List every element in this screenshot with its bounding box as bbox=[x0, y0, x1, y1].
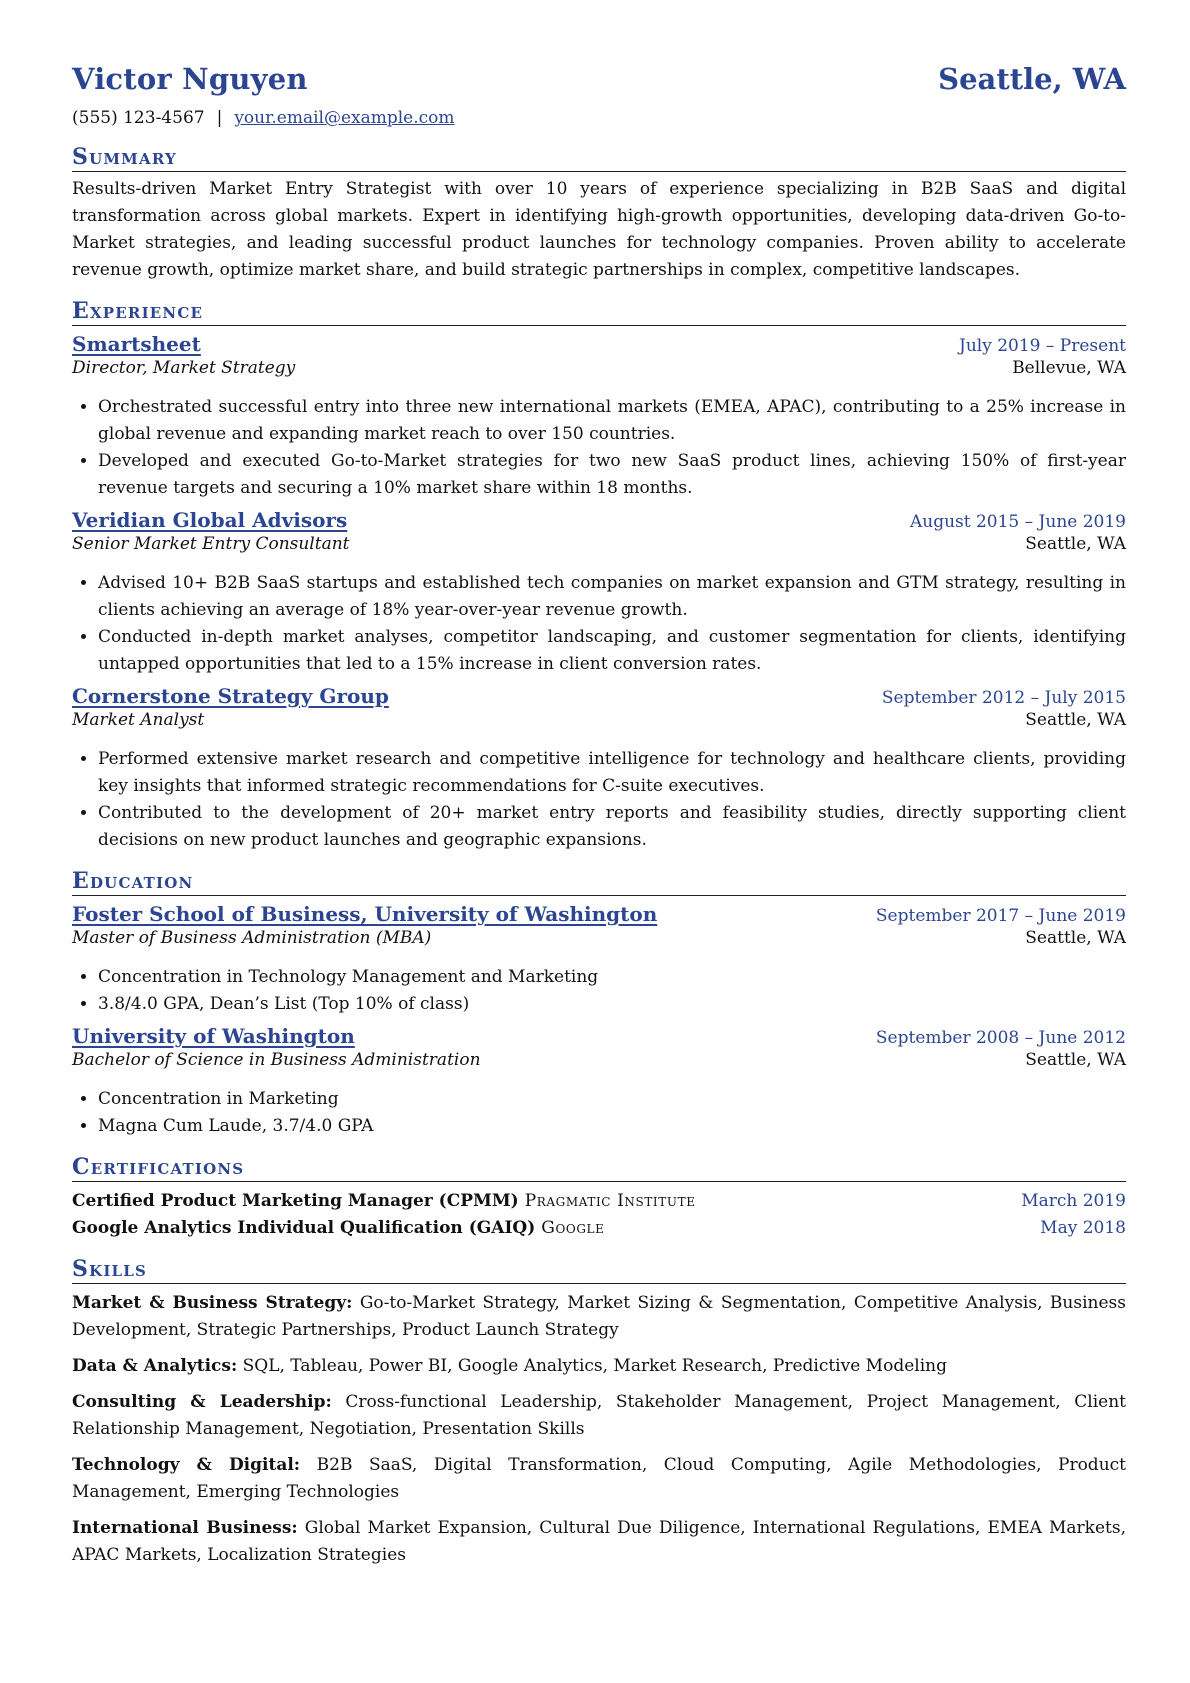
entry-location: Seattle, WA bbox=[1025, 710, 1126, 730]
company-link[interactable]: Veridian Global Advisors bbox=[72, 508, 348, 532]
certification-label bbox=[72, 1188, 696, 1215]
job-title: Market Analyst bbox=[72, 710, 205, 730]
certification-issuer: Google bbox=[541, 1218, 605, 1238]
entry-location: Seattle, WA bbox=[1025, 1050, 1126, 1070]
degree-title: Bachelor of Science in Business Administration bbox=[72, 1050, 481, 1070]
bullet-item: • Contributed to the development of 20+ market entry reports and feasibility studies, directly supporting client decisions on new product launches and geographic expansions. bbox=[98, 800, 1126, 854]
skill-group-label: Technology & Digital: bbox=[72, 1455, 301, 1475]
school-link[interactable]: Foster School of Business, University of Washington bbox=[72, 902, 658, 926]
education-list bbox=[72, 902, 1126, 1140]
summary-text: Results-driven Market Entry Strategist with over 10 years of experience specializing in B2B SaaS and digital transformation across global markets. Expert in identifying high-growth opportunities, developing data-driven Go-to-Market strategies, and leading successful product launches for technology companies. Proven ability to accelerate revenue growth, optimize market share, and build strategic partnerships in complex, competitive landscapes. bbox=[72, 179, 1126, 280]
certification-date: March 2019 bbox=[1021, 1191, 1126, 1211]
entry-header bbox=[72, 1024, 1126, 1048]
bullet-list bbox=[72, 746, 1126, 854]
certification-item bbox=[72, 1215, 1126, 1242]
entry-subheader bbox=[72, 534, 1126, 564]
skill-group bbox=[72, 1515, 1126, 1569]
degree-title: Master of Business Administration (MBA) bbox=[72, 928, 432, 948]
bullet-item: • Magna Cum Laude, 3.7/4.0 GPA bbox=[98, 1113, 1126, 1140]
skill-group-text: Go-to-Market Strategy, Market Sizing & Segmentation, Competitive Analysis, Business Development, Strategic Partnerships, Product Launch Strategy bbox=[72, 1293, 1126, 1340]
certification-name: Google Analytics Individual Qualification (GAIQ) bbox=[72, 1218, 536, 1238]
certification-issuer: Pragmatic Institute bbox=[524, 1191, 696, 1211]
bullet-list bbox=[72, 570, 1126, 678]
skill-group-text: Cross-functional Leadership, Stakeholder Management, Project Management, Client Relationship Management, Negotiation, Presentation Skills bbox=[72, 1392, 1126, 1439]
section-title-experience: Experience bbox=[72, 298, 1126, 326]
entry-header bbox=[72, 684, 1126, 708]
section-title-summary: Summary bbox=[72, 144, 1126, 172]
entry-dates: September 2008 – June 2012 bbox=[875, 1028, 1126, 1048]
skill-group-label: Consulting & Leadership: bbox=[72, 1392, 332, 1412]
company-link[interactable]: Cornerstone Strategy Group bbox=[72, 684, 389, 708]
entry-header bbox=[72, 332, 1126, 356]
skill-group-label: Data & Analytics: bbox=[72, 1356, 238, 1376]
job-title: Director, Market Strategy bbox=[72, 358, 296, 378]
bullet-item: • Developed and executed Go-to-Market strategies for two new SaaS product lines, achieving 150% of first-year revenue targets and securing a 10% market share within 18 months. bbox=[98, 448, 1126, 502]
experience-entry bbox=[72, 684, 1126, 854]
entry-dates: September 2012 – July 2015 bbox=[881, 688, 1126, 708]
education-entry bbox=[72, 1024, 1126, 1140]
bullet-item: • Concentration in Marketing bbox=[98, 1086, 1126, 1113]
skill-group bbox=[72, 1452, 1126, 1506]
bullet-item: • Advised 10+ B2B SaaS startups and established tech companies on market expansion and GTM strategy, resulting in clients achieving an average of 18% year-over-year revenue growth. bbox=[98, 570, 1126, 624]
resume-header bbox=[72, 62, 1126, 104]
section-title-education: Education bbox=[72, 868, 1126, 896]
bullet-item: • Concentration in Technology Management and Marketing bbox=[98, 964, 1126, 991]
candidate-name: Victor Nguyen bbox=[72, 62, 308, 96]
section-title-certifications: Certifications bbox=[72, 1154, 1126, 1182]
section-title-skills: Skills bbox=[72, 1256, 1126, 1284]
entry-header bbox=[72, 508, 1126, 532]
skill-group-text: B2B SaaS, Digital Transformation, Cloud Computing, Agile Methodologies, Product Management, Emerging Technologies bbox=[72, 1455, 1126, 1502]
experience-entry bbox=[72, 332, 1126, 502]
certification-label bbox=[72, 1215, 604, 1242]
skills-list bbox=[72, 1290, 1126, 1569]
education-entry bbox=[72, 902, 1126, 1018]
bullet-item: • 3.8/4.0 GPA, Dean’s List (Top 10% of class) bbox=[98, 991, 1126, 1018]
skill-group bbox=[72, 1290, 1126, 1344]
certification-list bbox=[72, 1188, 1126, 1242]
certification-name: Certified Product Marketing Manager (CPMM) bbox=[72, 1191, 519, 1211]
candidate-location: Seattle, WA bbox=[938, 62, 1126, 96]
entry-dates: September 2017 – June 2019 bbox=[875, 906, 1126, 926]
bullet-item: • Conducted in-depth market analyses, competitor landscaping, and customer segmentation for clients, identifying untapped opportunities that led to a 15% increase in client conversion rates. bbox=[98, 624, 1126, 678]
bullet-list bbox=[72, 1086, 1126, 1140]
bullet-item: • Performed extensive market research and competitive intelligence for technology and healthcare clients, providing key insights that informed strategic recommendations for C-suite executives. bbox=[98, 746, 1126, 800]
entry-header bbox=[72, 902, 1126, 926]
resume-content bbox=[72, 62, 1126, 1569]
entry-subheader bbox=[72, 928, 1126, 958]
entry-dates: August 2015 – June 2019 bbox=[909, 512, 1126, 532]
entry-location: Seattle, WA bbox=[1025, 534, 1126, 554]
company-link[interactable]: Smartsheet bbox=[72, 332, 201, 356]
contact-line bbox=[72, 108, 1126, 136]
email-link[interactable]: your.email@example.com bbox=[234, 108, 455, 128]
phone-number: (555) 123-4567 bbox=[72, 108, 205, 128]
skill-group-label: Market & Business Strategy: bbox=[72, 1293, 353, 1313]
bullet-list bbox=[72, 964, 1126, 1018]
skill-group-text: SQL, Tableau, Power BI, Google Analytics, Market Research, Predictive Modeling bbox=[242, 1356, 947, 1376]
contact-separator: | bbox=[216, 108, 223, 128]
job-title: Senior Market Entry Consultant bbox=[72, 534, 350, 554]
entry-subheader bbox=[72, 1050, 1126, 1080]
experience-list bbox=[72, 332, 1126, 854]
skill-group bbox=[72, 1389, 1126, 1443]
entry-subheader bbox=[72, 710, 1126, 740]
certification-item bbox=[72, 1188, 1126, 1215]
bullet-item: • Orchestrated successful entry into three new international markets (EMEA, APAC), contributing to a 25% increase in global revenue and expanding market reach to over 150 countries. bbox=[98, 394, 1126, 448]
entry-location: Seattle, WA bbox=[1025, 928, 1126, 948]
experience-entry bbox=[72, 508, 1126, 678]
entry-location: Bellevue, WA bbox=[1012, 358, 1126, 378]
skill-group-label: International Business: bbox=[72, 1518, 298, 1538]
skill-group bbox=[72, 1353, 1126, 1380]
certification-date: May 2018 bbox=[1040, 1218, 1126, 1238]
entry-subheader bbox=[72, 358, 1126, 388]
school-link[interactable]: University of Washington bbox=[72, 1024, 355, 1048]
entry-dates: July 2019 – Present bbox=[959, 336, 1126, 356]
bullet-list bbox=[72, 394, 1126, 502]
skill-group-text: Global Market Expansion, Cultural Due Diligence, International Regulations, EMEA Markets, APAC Markets, Localization Strategies bbox=[72, 1518, 1126, 1565]
